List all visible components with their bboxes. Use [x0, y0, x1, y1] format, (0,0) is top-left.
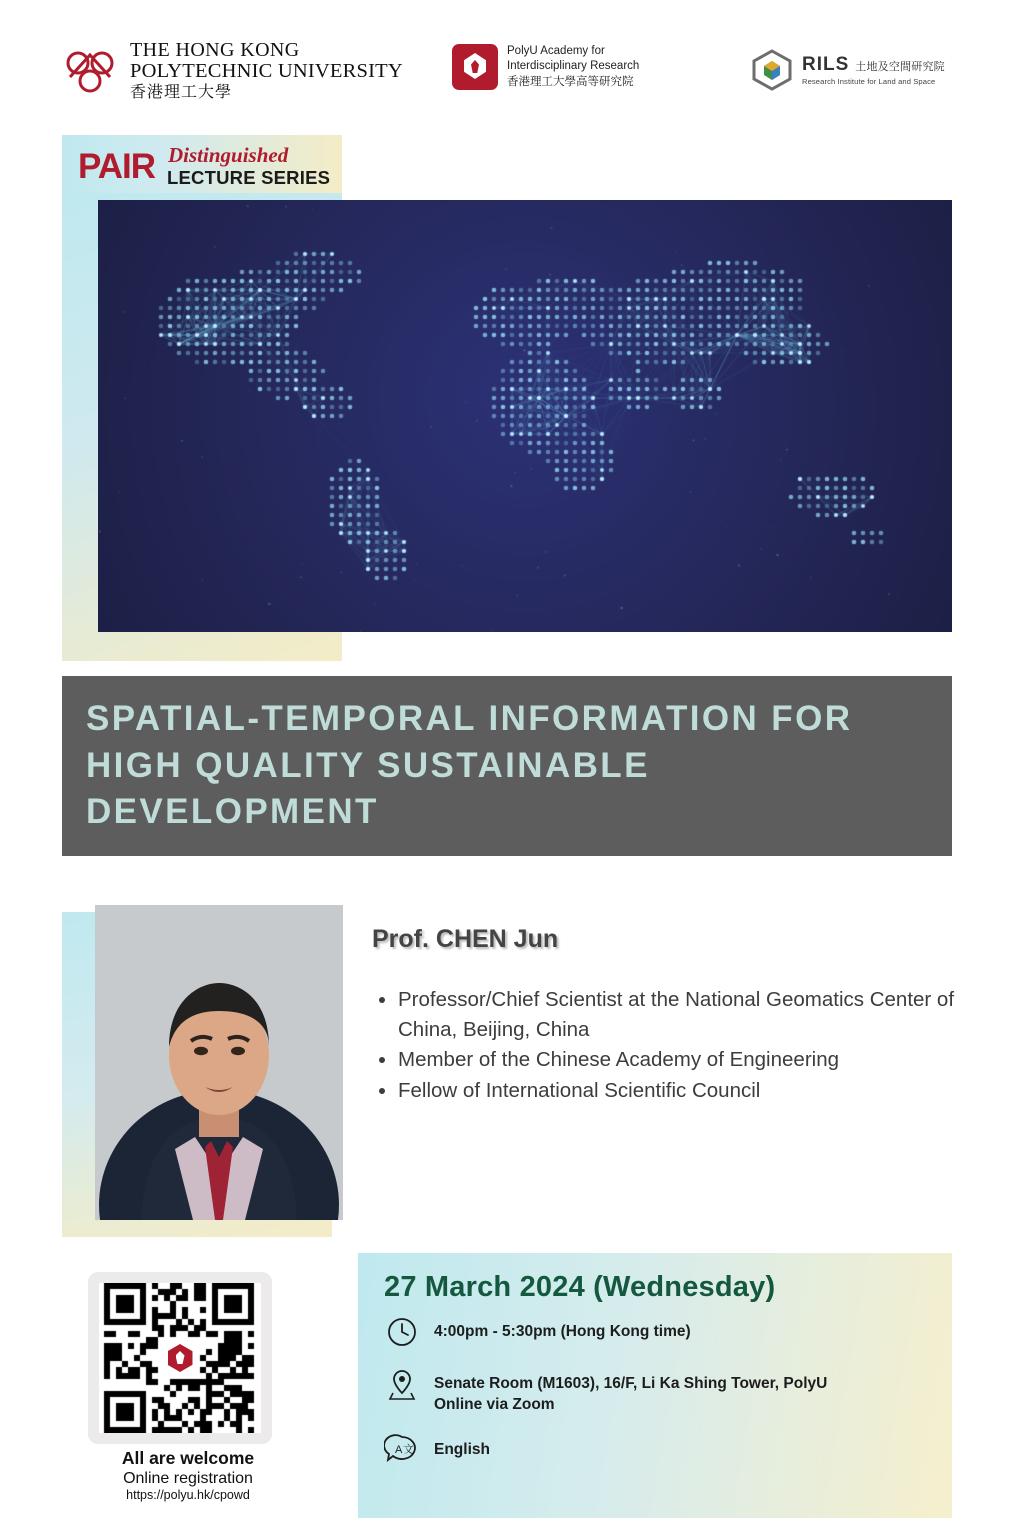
page-title: SPATIAL-TEMPORAL INFORMATION FOR HIGH QUALITY SUSTAINABLE DEVELOPMENT [86, 698, 853, 832]
list-item: • Professor/Chief Scientist at the National Geomatics Center of China, Beijing, China [398, 985, 962, 1044]
clock-icon [384, 1314, 420, 1350]
speaker-portrait [95, 905, 343, 1220]
pair-line2: Interdisciplinary Research [507, 60, 640, 73]
pair-line3: 香港理工大學高等研究院 [507, 75, 634, 88]
registration-label: Online registration [123, 1470, 253, 1487]
event-time: 4:00pm - 5:30pm (Hong Kong time) [434, 1323, 691, 1340]
rils-chinese: 土地及空間研究院 [855, 61, 945, 73]
polyu-line1: THE HONG KONG [130, 39, 300, 61]
polyu-line3: 香港理工大學 [130, 83, 233, 101]
pair-logo [452, 44, 639, 90]
header-logos [0, 0, 1024, 130]
welcome-text: All are welcome [121, 1448, 255, 1468]
registration-caption [88, 1448, 288, 1502]
list-item: • Member of the Chinese Academy of Engineering [398, 1045, 962, 1075]
svg-text:文: 文 [403, 1443, 414, 1456]
series-distinguished-label: Distinguished [168, 143, 289, 167]
event-language-row [384, 1432, 930, 1468]
rils-cube-icon [750, 48, 794, 92]
language-icon [384, 1432, 420, 1468]
polyu-line2: POLYTECHNIC UNIVERSITY [130, 60, 403, 82]
svg-text:A: A [395, 1443, 403, 1456]
pair-hexagon-icon [163, 1341, 197, 1375]
location-pin-icon [384, 1366, 420, 1402]
series-lecture-label: LECTURE SERIES [167, 167, 331, 188]
qr-code-card[interactable] [88, 1272, 272, 1444]
registration-url[interactable]: https://polyu.hk/cpowd [126, 1488, 250, 1503]
event-date: 27 March 2024 (Wednesday) [384, 1271, 776, 1303]
speaker-name: Prof. CHEN Jun [372, 925, 559, 953]
pair-hexagon-icon [452, 44, 498, 90]
rils-abbr: RILS [802, 54, 850, 75]
world-network-image [98, 200, 952, 632]
list-item: • Fellow of International Scientific Council [398, 1076, 962, 1106]
rils-logo [750, 48, 945, 92]
polyu-emblem-icon [62, 43, 118, 99]
event-venue-line2: Online via Zoom [434, 1396, 555, 1414]
qr-code[interactable] [99, 1283, 261, 1433]
pair-line1: PolyU Academy for [507, 45, 605, 58]
event-time-row [384, 1314, 930, 1350]
event-venue-line1: Senate Room (M1603), 16/F, Li Ka Shing Tower, PolyU [434, 1375, 828, 1392]
lecture-title-band [62, 676, 952, 856]
event-venue-row [384, 1366, 930, 1416]
polyu-logo [62, 40, 403, 101]
series-pair-label: PAIR [78, 147, 156, 186]
event-language: English [434, 1440, 490, 1458]
event-details-panel [358, 1253, 952, 1518]
speaker-bio-list [372, 985, 962, 1107]
lecture-series-banner [62, 135, 342, 193]
rils-full: Research Institute for Land and Space [802, 77, 936, 86]
